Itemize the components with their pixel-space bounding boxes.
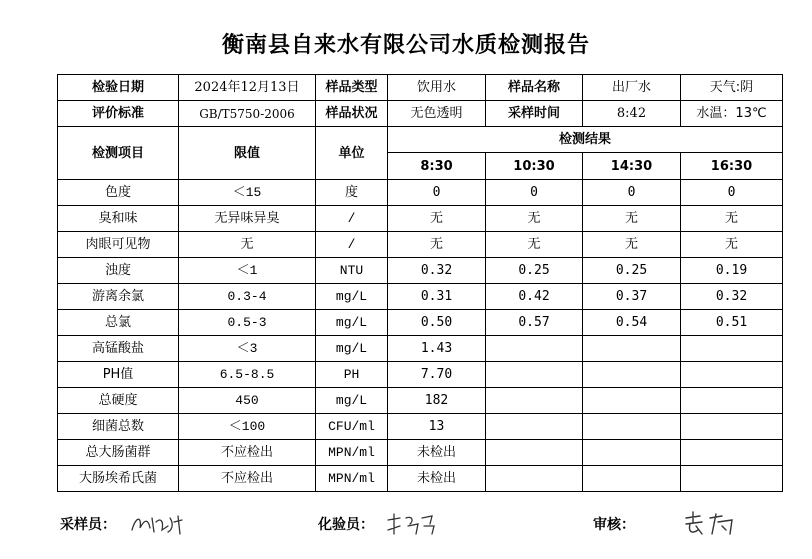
item-name: 总大肠菌群 — [58, 440, 179, 466]
standard-value: GB/T5750-2006 — [179, 101, 316, 127]
item-name: 细菌总数 — [58, 414, 179, 440]
result-value: 无 — [681, 206, 783, 232]
sampling-time-label: 采样时间 — [486, 101, 583, 127]
result-value: 0.25 — [583, 258, 681, 284]
result-value — [681, 466, 783, 492]
reviewer-signature — [682, 510, 742, 538]
unit-value: MPN/ml — [316, 466, 388, 492]
limit-value: ＜3 — [179, 336, 316, 362]
result-value — [486, 336, 583, 362]
result-value: 182 — [388, 388, 486, 414]
item-header: 检测项目 — [58, 127, 179, 180]
result-value: 0 — [681, 180, 783, 206]
unit-value: mg/L — [316, 388, 388, 414]
result-value: 0.37 — [583, 284, 681, 310]
tester-label: 化验员： — [318, 517, 374, 533]
limit-value: ＜15 — [179, 180, 316, 206]
result-value — [486, 414, 583, 440]
unit-value: PH — [316, 362, 388, 388]
item-name: 大肠埃希氏菌 — [58, 466, 179, 492]
unit-value: mg/L — [316, 284, 388, 310]
date-value: 2024年12月13日 — [179, 75, 316, 101]
table-row — [58, 258, 783, 284]
limit-value: 无 — [179, 232, 316, 258]
table-row — [58, 362, 783, 388]
unit-value: CFU/ml — [316, 414, 388, 440]
standard-label: 评价标准 — [58, 101, 179, 127]
result-value — [583, 388, 681, 414]
limit-value: 不应检出 — [179, 440, 316, 466]
table-row — [58, 284, 783, 310]
result-value: 0 — [583, 180, 681, 206]
result-value: 0.50 — [388, 310, 486, 336]
table-row — [58, 414, 783, 440]
item-name: 浊度 — [58, 258, 179, 284]
item-name: PH值 — [58, 362, 179, 388]
table-row — [58, 466, 783, 492]
result-value: 1.43 — [388, 336, 486, 362]
result-value: 无 — [388, 206, 486, 232]
limit-value: 无异味异臭 — [179, 206, 316, 232]
data-rows — [58, 180, 783, 492]
table-row — [58, 180, 783, 206]
result-value — [681, 336, 783, 362]
result-value: 0 — [388, 180, 486, 206]
sample-name-label: 样品名称 — [486, 75, 583, 101]
result-value: 无 — [583, 232, 681, 258]
result-value — [486, 362, 583, 388]
result-value: 0.42 — [486, 284, 583, 310]
result-value: 0.54 — [583, 310, 681, 336]
result-value — [583, 362, 681, 388]
result-value — [486, 466, 583, 492]
result-value: 0.31 — [388, 284, 486, 310]
time-header-2: 10:30 — [486, 153, 583, 180]
result-value: 未检出 — [388, 466, 486, 492]
limit-value: ＜100 — [179, 414, 316, 440]
sample-status-label: 样品状况 — [316, 101, 388, 127]
time-header-4: 16:30 — [681, 153, 783, 180]
limit-value: ＜1 — [179, 258, 316, 284]
sample-type-label: 样品类型 — [316, 75, 388, 101]
unit-value: / — [316, 206, 388, 232]
result-value: 无 — [681, 232, 783, 258]
table-row — [58, 206, 783, 232]
result-value — [583, 336, 681, 362]
result-value: 无 — [388, 232, 486, 258]
result-value — [583, 440, 681, 466]
item-name: 游离余氯 — [58, 284, 179, 310]
result-value — [681, 414, 783, 440]
sampling-time-value: 8:42 — [583, 101, 681, 127]
result-value: 未检出 — [388, 440, 486, 466]
header-row-1 — [58, 127, 783, 153]
result-value: 7.70 — [388, 362, 486, 388]
item-name: 总氯 — [58, 310, 179, 336]
result-value — [486, 388, 583, 414]
result-value — [583, 466, 681, 492]
table-row — [58, 310, 783, 336]
sample-name-value: 出厂水 — [583, 75, 681, 101]
result-value: 0 — [486, 180, 583, 206]
unit-value: mg/L — [316, 336, 388, 362]
info-row-2 — [58, 101, 783, 127]
water-quality-table — [57, 74, 783, 492]
limit-header: 限值 — [179, 127, 316, 180]
reviewer-label: 审核： — [593, 517, 635, 533]
result-value — [681, 388, 783, 414]
result-value: 0.57 — [486, 310, 583, 336]
item-name: 色度 — [58, 180, 179, 206]
item-name: 总硬度 — [58, 388, 179, 414]
info-row-1 — [58, 75, 783, 101]
limit-value: 0.5-3 — [179, 310, 316, 336]
result-value: 0.19 — [681, 258, 783, 284]
sample-type-value: 饮用水 — [388, 75, 486, 101]
unit-header: 单位 — [316, 127, 388, 180]
item-name: 高锰酸盐 — [58, 336, 179, 362]
date-label: 检验日期 — [58, 75, 179, 101]
result-value: 0.51 — [681, 310, 783, 336]
limit-value: 不应检出 — [179, 466, 316, 492]
weather: 天气:阴 — [681, 75, 783, 101]
result-value: 0.25 — [486, 258, 583, 284]
result-value: 无 — [486, 232, 583, 258]
sample-status-value: 无色透明 — [388, 101, 486, 127]
unit-value: 度 — [316, 180, 388, 206]
result-value: 0.32 — [681, 284, 783, 310]
result-value: 无 — [583, 206, 681, 232]
unit-value: MPN/ml — [316, 440, 388, 466]
limit-value: 6.5-8.5 — [179, 362, 316, 388]
sampler-signature — [128, 510, 188, 538]
result-value — [583, 414, 681, 440]
result-value — [486, 440, 583, 466]
result-value: 0.32 — [388, 258, 486, 284]
result-value — [681, 362, 783, 388]
water-temp: 水温：13℃ — [681, 101, 783, 127]
unit-value: NTU — [316, 258, 388, 284]
limit-value: 0.3-4 — [179, 284, 316, 310]
result-value: 13 — [388, 414, 486, 440]
limit-value: 450 — [179, 388, 316, 414]
unit-value: / — [316, 232, 388, 258]
tester-signature — [384, 510, 440, 538]
table-row — [58, 440, 783, 466]
time-header-3: 14:30 — [583, 153, 681, 180]
sampler-label: 采样员： — [60, 517, 116, 533]
table-row — [58, 388, 783, 414]
results-header: 检测结果 — [388, 127, 783, 153]
time-header-1: 8:30 — [388, 153, 486, 180]
unit-value: mg/L — [316, 310, 388, 336]
report-title: 衡南县自来水有限公司水质检测报告 — [221, 33, 590, 58]
result-value: 无 — [486, 206, 583, 232]
item-name: 臭和味 — [58, 206, 179, 232]
table-row — [58, 336, 783, 362]
table-row — [58, 232, 783, 258]
item-name: 肉眼可见物 — [58, 232, 179, 258]
result-value — [681, 440, 783, 466]
